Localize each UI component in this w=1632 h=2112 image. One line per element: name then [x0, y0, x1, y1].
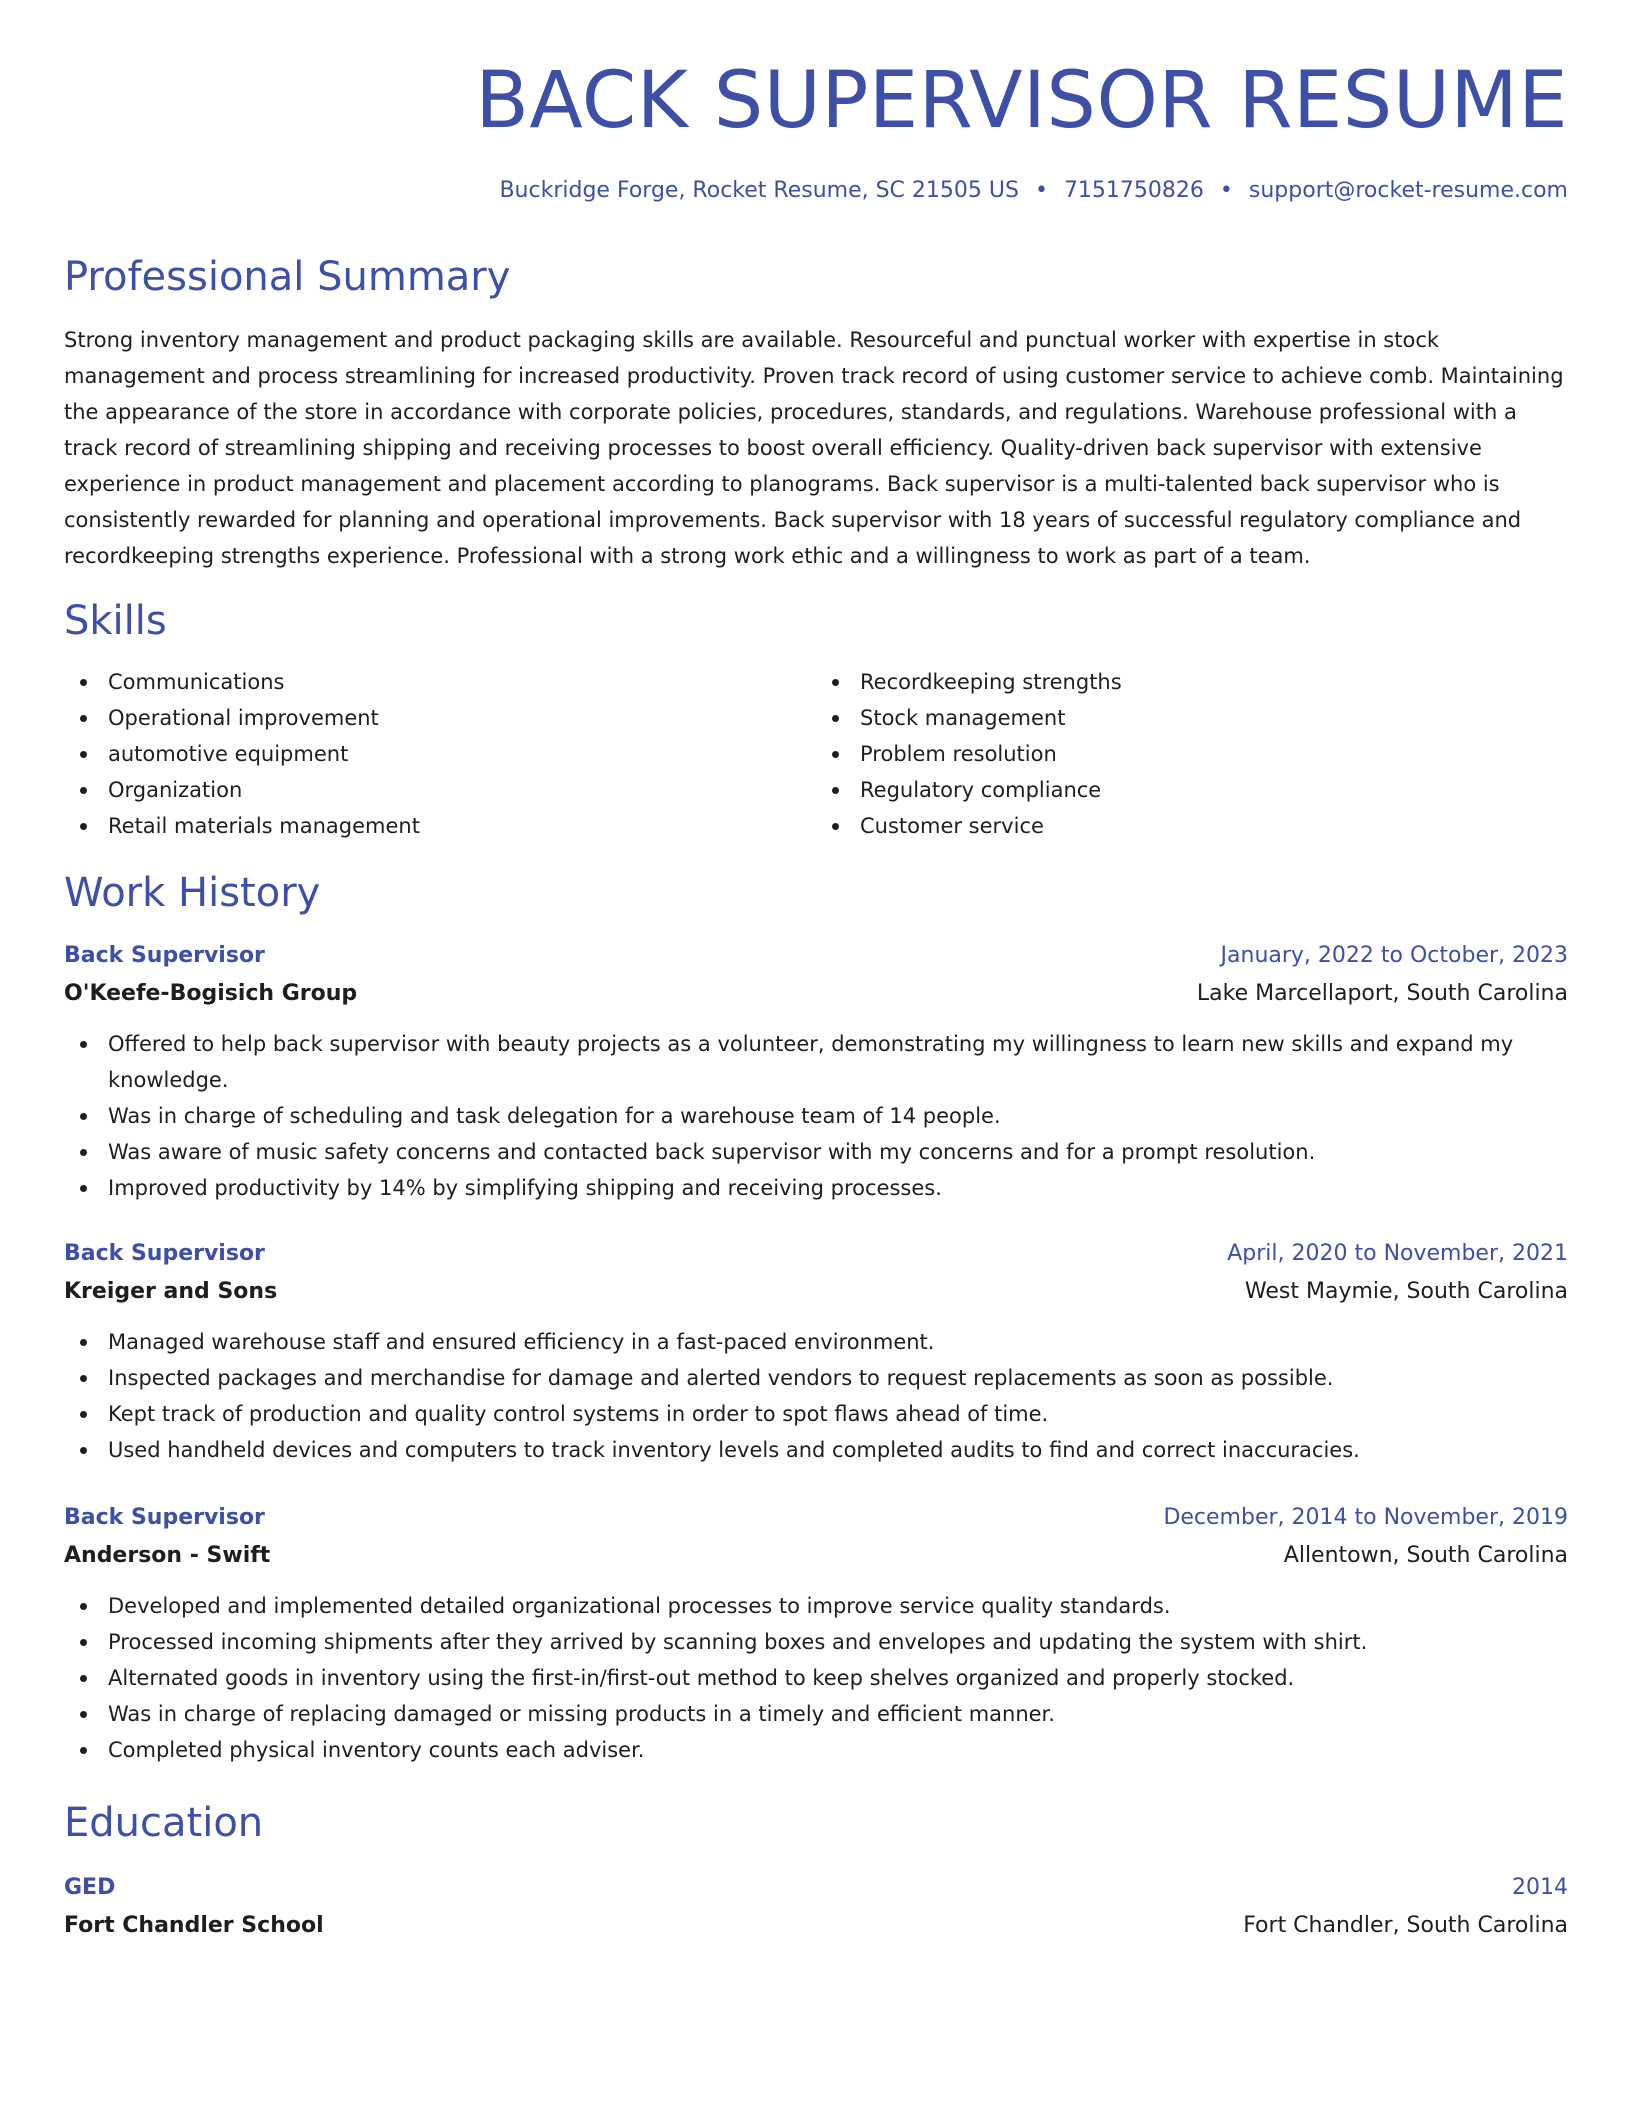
contact-line	[64, 176, 1568, 206]
job-dates: April, 2020 to November, 2021	[1227, 1241, 1568, 1266]
job-location: West Maymie, South Carolina	[1244, 1279, 1568, 1304]
skill-item: Customer service	[816, 808, 1568, 844]
job-bullet: Developed and implemented detailed organizational processes to improve service quality standards.	[64, 1588, 1568, 1624]
skill-item: Stock management	[816, 700, 1568, 736]
job-title: Back Supervisor	[64, 943, 265, 968]
job-bullet: Inspected packages and merchandise for damage and alerted vendors to request replacements as soon as possible.	[64, 1360, 1568, 1396]
skills-list	[64, 664, 1568, 844]
degree: GED	[64, 1875, 116, 1900]
job-bullets	[64, 1026, 1568, 1206]
job-bullet: Processed incoming shipments after they arrived by scanning boxes and envelopes and updating the system with shirt.	[64, 1624, 1568, 1660]
job-dates: January, 2022 to October, 2023	[1220, 943, 1568, 968]
skills-section	[64, 596, 1568, 844]
company-name: Kreiger and Sons	[64, 1279, 278, 1304]
skills-column-left	[64, 664, 816, 844]
school-location: Fort Chandler, South Carolina	[1243, 1913, 1568, 1938]
education-heading: Education	[64, 1800, 264, 1846]
summary-section	[64, 252, 1568, 574]
skill-item: Recordkeeping strengths	[816, 664, 1568, 700]
skills-column-right	[816, 664, 1568, 844]
job-bullet: Alternated goods in inventory using the first-in/first-out method to keep shelves organized and properly stocked.	[64, 1660, 1568, 1696]
company-name: Anderson - Swift	[64, 1543, 271, 1568]
skill-item: Retail materials management	[64, 808, 816, 844]
company-name: O'Keefe-Bogisich Group	[64, 981, 358, 1006]
job-title: Back Supervisor	[64, 1241, 265, 1266]
skill-item: Communications	[64, 664, 816, 700]
job-bullets	[64, 1324, 1568, 1468]
skill-item: automotive equipment	[64, 736, 816, 772]
job-entry	[64, 1500, 1568, 1768]
job-bullet: Kept track of production and quality control systems in order to spot flaws ahead of time.	[64, 1396, 1568, 1432]
education-entry	[64, 1870, 1568, 1946]
job-location: Lake Marcellaport, South Carolina	[1196, 981, 1568, 1006]
job-bullet: Managed warehouse staff and ensured efficiency in a fast-paced environment.	[64, 1324, 1568, 1360]
resume-header	[64, 0, 1568, 206]
graduation-year: 2014	[1512, 1875, 1568, 1900]
job-bullet: Was in charge of scheduling and task delegation for a warehouse team of 14 people.	[64, 1098, 1568, 1134]
contact-phone: 7151750826	[1063, 178, 1204, 203]
work-history-heading: Work History	[64, 870, 321, 916]
contact-separator: •	[1219, 178, 1233, 203]
job-dates: December, 2014 to November, 2019	[1163, 1505, 1568, 1530]
school-name: Fort Chandler School	[64, 1913, 324, 1938]
summary-text: Strong inventory management and product packaging skills are available. Resourceful and punctual worker with expertise in stock management and process streamlining for increased productivity. Proven track record of using customer service to achieve comb. Maintaining the appearance of the store in accordance with corporate policies, procedures, standards, and regulations. Warehouse professional with a track record of streamlining shipping and receiving processes to boost overall efficiency. Quality-driven back supervisor with extensive experience in product management and placement according to planograms. Back supervisor is a multi-talented back supervisor who is consistently rewarded for planning and operational improvements. Back supervisor with 18 years of successful regulatory compliance and recordkeeping strengths experience. Professional with a strong work ethic and a willingness to work as part of a team.	[64, 328, 1564, 568]
job-bullet: Improved productivity by 14% by simplifying shipping and receiving processes.	[64, 1170, 1568, 1206]
job-entry	[64, 938, 1568, 1206]
job-bullet: Was aware of music safety concerns and contacted back supervisor with my concerns and for a prompt resolution.	[64, 1134, 1568, 1170]
job-bullet: Completed physical inventory counts each adviser.	[64, 1732, 1568, 1768]
skill-item: Organization	[64, 772, 816, 808]
work-history-section	[64, 868, 1568, 1768]
job-title: Back Supervisor	[64, 1505, 265, 1530]
job-bullet: Offered to help back supervisor with beauty projects as a volunteer, demonstrating my willingness to learn new skills and expand my knowledge.	[64, 1026, 1568, 1098]
job-bullet: Was in charge of replacing damaged or missing products in a timely and efficient manner.	[64, 1696, 1568, 1732]
education-section	[64, 1798, 1568, 1946]
job-bullet: Used handheld devices and computers to track inventory levels and completed audits to find and correct inaccuracies.	[64, 1432, 1568, 1468]
contact-address: Buckridge Forge, Rocket Resume, SC 21505 US	[499, 178, 1019, 203]
contact-email: support@rocket-resume.com	[1248, 178, 1568, 203]
job-entry	[64, 1236, 1568, 1468]
job-location: Allentown, South Carolina	[1283, 1543, 1568, 1568]
contact-separator: •	[1034, 178, 1048, 203]
skills-heading: Skills	[64, 598, 167, 644]
skill-item: Operational improvement	[64, 700, 816, 736]
skill-item: Problem resolution	[816, 736, 1568, 772]
resume-title: BACK SUPERVISOR RESUME	[475, 56, 1568, 146]
skill-item: Regulatory compliance	[816, 772, 1568, 808]
summary-heading: Professional Summary	[64, 254, 511, 300]
job-bullets	[64, 1588, 1568, 1768]
